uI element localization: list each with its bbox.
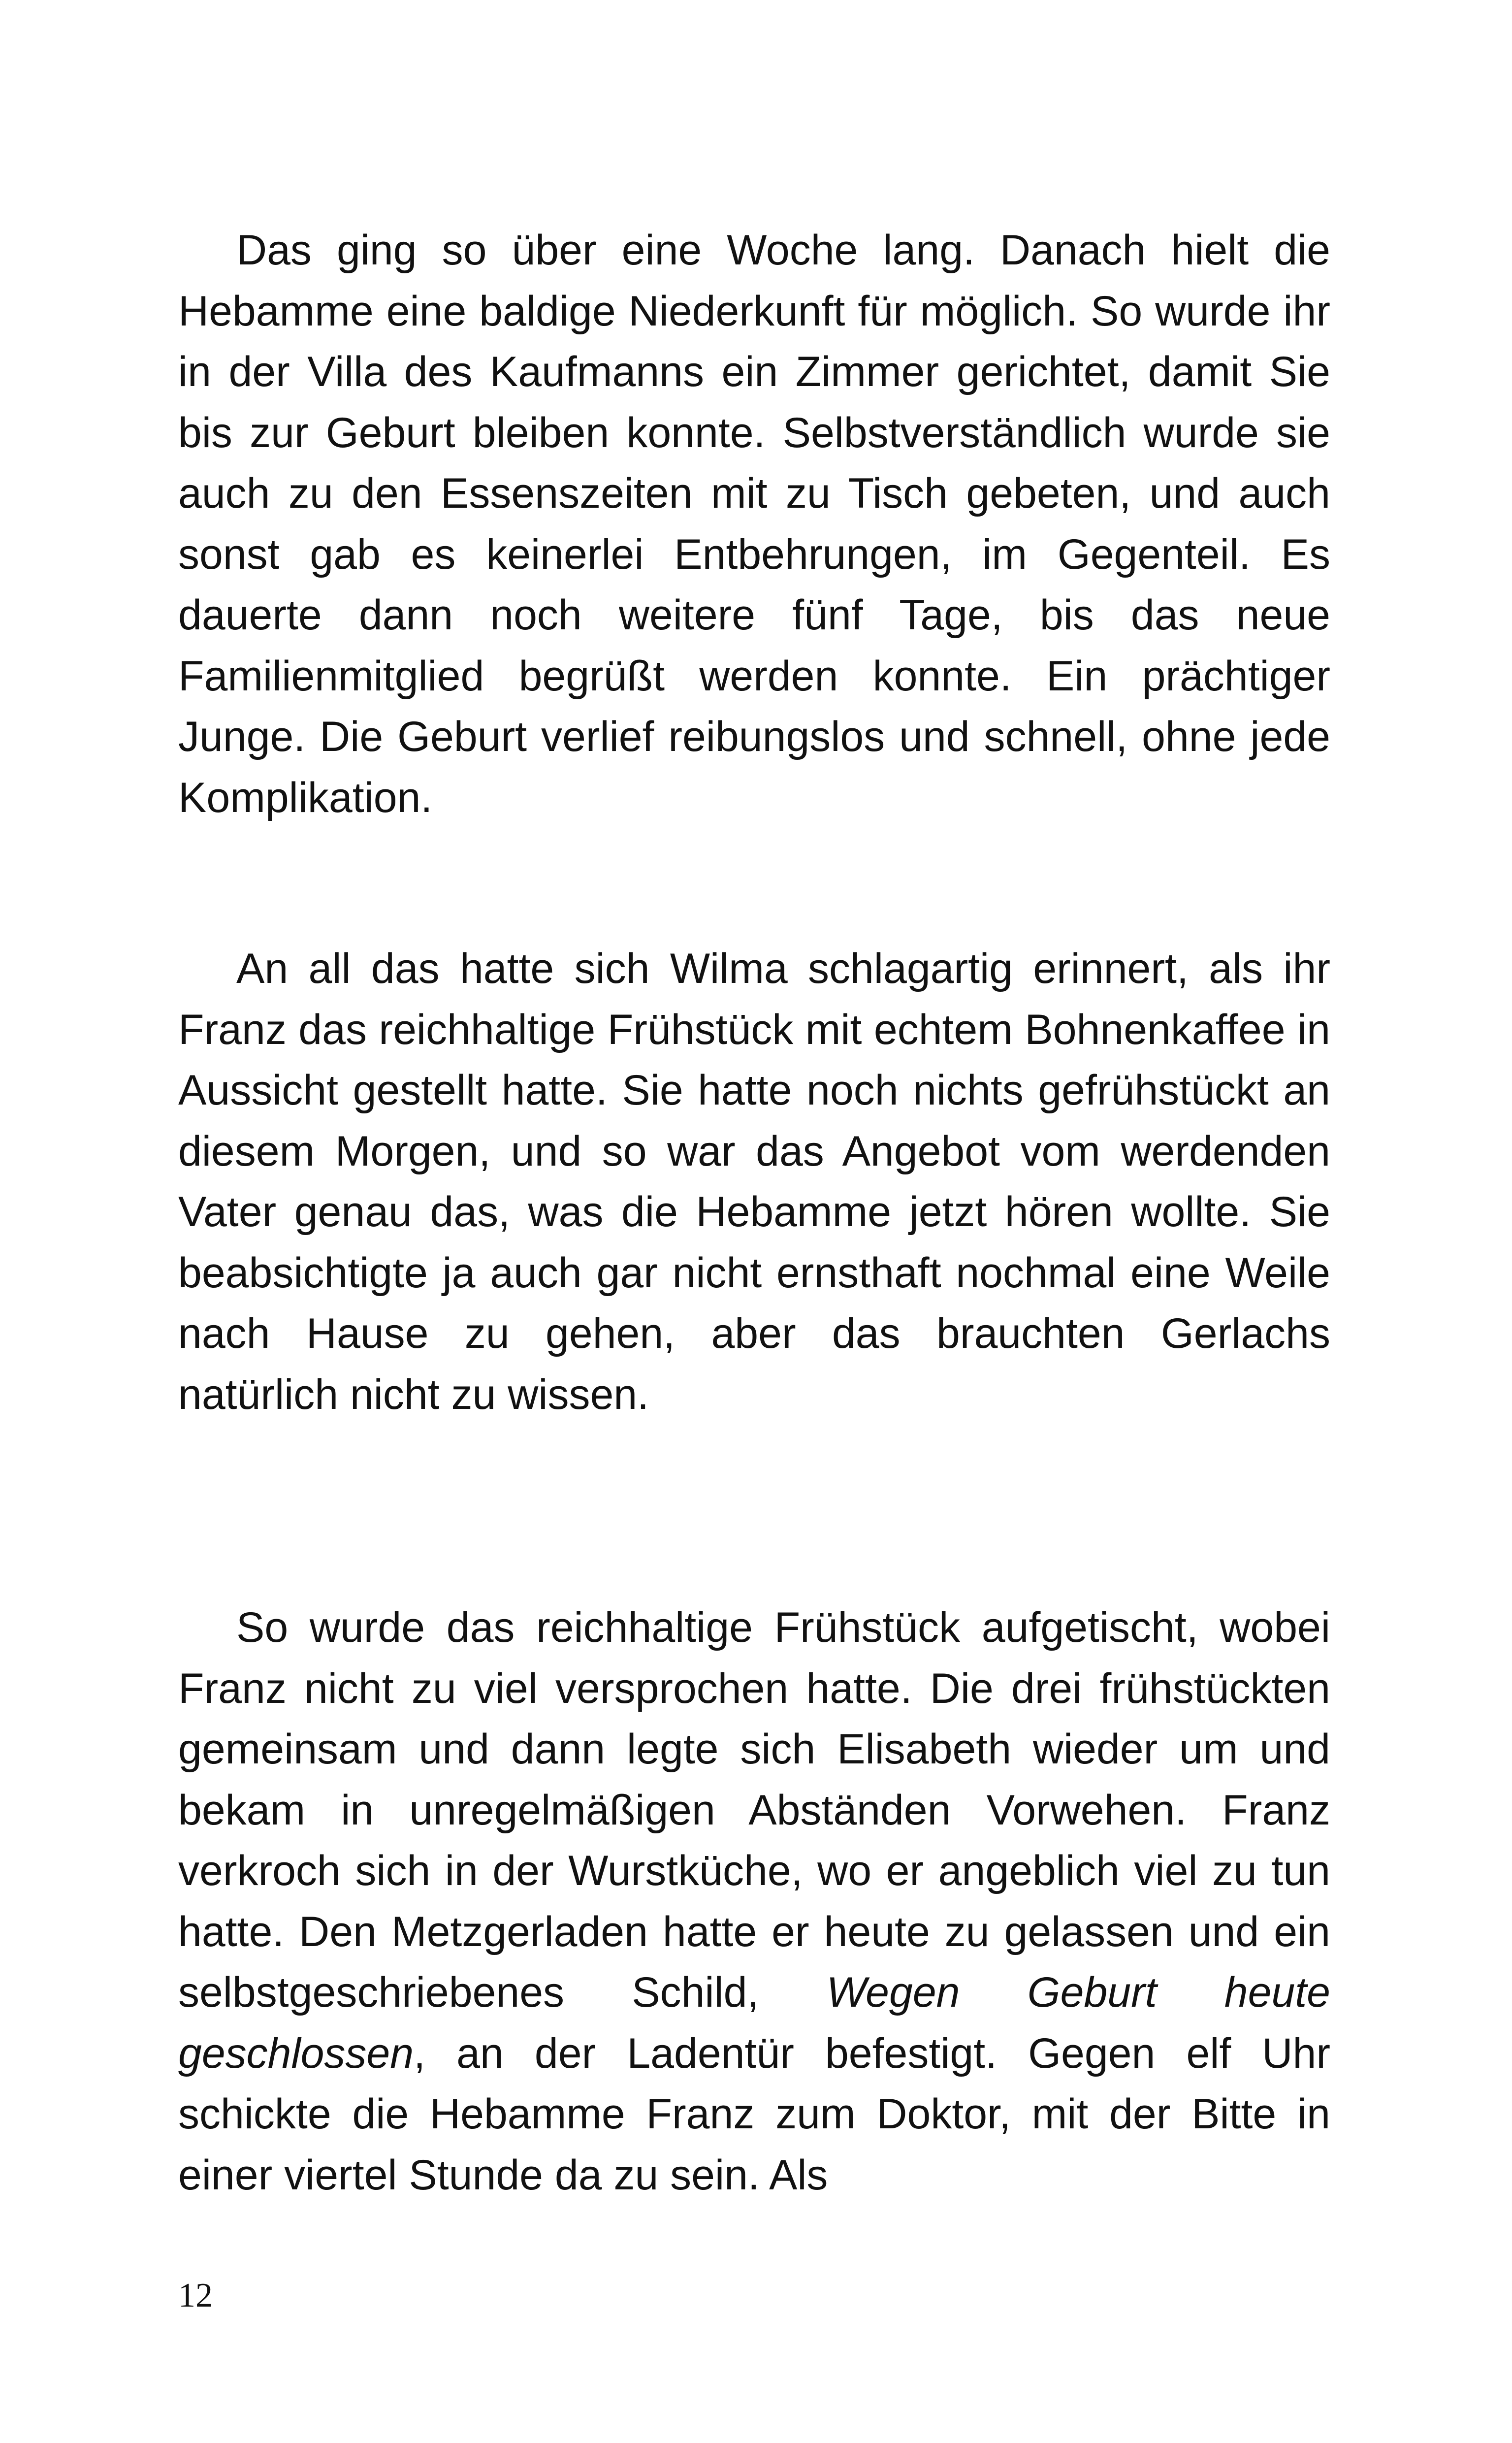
paragraph-2-text: An all das hatte sich Wilma schlagartig erinnert, als ihr Franz das reichhaltige Frühstück mit echtem Bohnenkaffee in Aussicht gestellt hatte. Sie hatte noch nichts gefrühstückt an diesem Morgen, und so war das Angebot vom werdenden Vater genau das, was die Hebamme jetzt hören wollte. Sie beabsichtigte ja auch gar nicht ernsthaft nochmal eine Weile nach Hause zu gehen, aber das brauchten Gerlachs natürlich nicht zu wissen. <box>178 945 1330 1418</box>
paragraph-3-text <box>178 1597 1330 2206</box>
sign-text-italic: Wegen Geburt heute geschlossen <box>178 1969 1330 2077</box>
paragraph-1 <box>178 220 1330 828</box>
paragraph-3-before: So wurde das reichhaltige Frühstück aufgetischt, wobei Franz nicht zu viel versprochen hatte. Die drei frühstückten gemeinsam und dann legte sich Elisabeth wieder um und bekam in unregelmäßigen Abständen Vorwehen. Franz verkroch sich in der Wurstküche, wo er angeblich viel zu tun hatte. Den Metzgerladen hatte er heute zu gelassen und ein selbstgeschriebenes Schild, <box>178 1604 1330 2016</box>
paragraph-3-after: , an der Ladentür befestigt. Gegen elf Uhr schickte die Hebamme Franz zum Doktor, mit der Bitte in einer viertel Stunde da zu sein. Als <box>178 2029 1330 2199</box>
paragraph-1-text: Das ging so über eine Woche lang. Danach hielt die Hebamme eine baldige Niederkunft für möglich. So wurde ihr in der Villa des Kaufmanns ein Zimmer gerichtet, damit Sie bis zur Geburt bleiben konnte. Selbstverständlich wurde sie auch zu den Essenszeiten mit zu Tisch gebeten, und auch sonst gab es keinerlei Entbehrungen, im Gegenteil. Es dauerte dann noch weitere fünf Tage, bis das neue Familienmitglied begrüßt werden konnte. Ein prächtiger Junge. Die Geburt verlief reibungslos und schnell, ohne jede Komplikation. <box>178 227 1330 821</box>
page-number: 12 <box>178 2277 213 2314</box>
paragraph-3 <box>178 1597 1330 2206</box>
paragraph-2 <box>178 939 1330 1425</box>
